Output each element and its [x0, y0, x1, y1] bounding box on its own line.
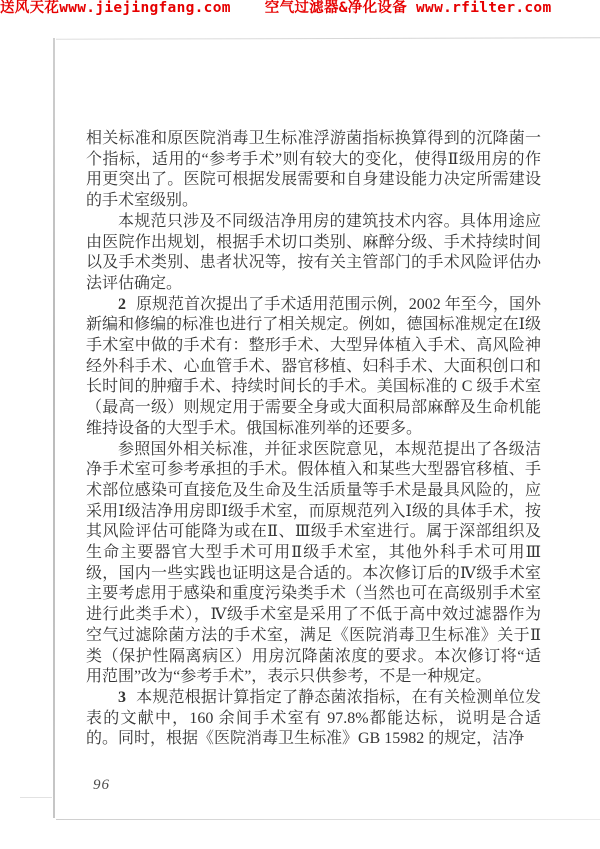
document-text-block: [86, 129, 541, 750]
banner-link-rfilter[interactable]: 空气过滤器&净化设备 www.rfilter.com: [264, 0, 552, 16]
paragraph: [86, 212, 541, 295]
paragraph-text: 本规范根据计算指定了静态菌浓指标，在有关检测单位发表的文献中，160 余间手术室有 97.8%都能达标，说明是合适的。同时，根据《医院消毒卫生标准》GB 15982 的规定，洁净: [86, 688, 541, 748]
page-edge-top-line: [56, 37, 600, 39]
ad-banner: [0, 0, 600, 17]
page-edge-left-line: [53, 38, 55, 818]
page-number: 96: [93, 777, 110, 793]
paragraph: [86, 440, 541, 688]
paragraph: [86, 129, 541, 212]
paragraph: [86, 688, 541, 750]
paragraph: [86, 295, 541, 440]
paragraph-text: 相关标准和原医院消毒卫生标准浮游菌指标换算得到的沉降菌一个指标，适用的“参考手术”则有较大的变化，使得Ⅱ级用房的作用更突出了。医院可根据发展需要和自身建设能力决定所需建设的手术室级别。: [86, 130, 541, 210]
paragraph-number: 2: [118, 295, 126, 313]
paragraph-text: 原规范首次提出了手术适用范围示例，2002 年至今，国外新编和修编的标准也进行了相关规定。例如，德国标准规定在Ⅰ级手术室中做的手术有：整形手术、大型异体植入手术、高风险神经外科手术、心血管手术、器官移植、妇科手术、大面积创口和长时间的肿瘤手术、持续时间长的手术。美国标准的 C 级手术室（最高一级）则规定用于需要全身或大面积局部麻醉及生命机能维持设备的大型手术。俄国标准列举的还要多。: [86, 295, 541, 437]
paragraph-text: 参照国外相关标准，并征求医院意见，本规范提出了各级洁净手术室可参考承担的手术。假体植入和某些大型器官移植、手术部位感染可直接危及生命及生活质量等手术是最具风险的，应采用Ⅰ级洁净用房即Ⅰ级手术室，而原规范列入Ⅰ级的具体手术，按其风险评估可能降为或在Ⅱ、Ⅲ级手术室进行。属于深部组织及生命主要器官大型手术可用Ⅱ级手术室，其他外科手术可用Ⅲ级，国内一些实践也证明这是合适的。本次修订后的Ⅳ级手术室主要考虑用于感染和重度污染类手术（当然也可在高级别手术室进行此类手术），Ⅳ级手术室是采用了不低于高中效过滤器作为空气过滤除菌方法的手术室，满足《医院消毒卫生标准》关于Ⅱ类（保护性隔离病区）用房沉降菌浓度的要求。本次修订将“适用范围”改为“参考手术”，表示只供参考，不是一种规定。: [86, 440, 541, 686]
paragraph-number: 3: [118, 688, 126, 706]
page-edge-bottom-line: [56, 819, 600, 820]
banner-link-jiejingfang[interactable]: 送风天花www.jiejingfang.com: [0, 0, 231, 16]
page-edge-tick: [20, 797, 52, 798]
paragraph-text: 本规范只涉及不同级洁净用房的建筑技术内容。具体用途应由医院作出规划，根据手术切口类别、麻醉分级、手术持续时间以及手术类别、患者状况等，按有关主管部门的手术风险评估办法评估确定。: [86, 212, 541, 292]
